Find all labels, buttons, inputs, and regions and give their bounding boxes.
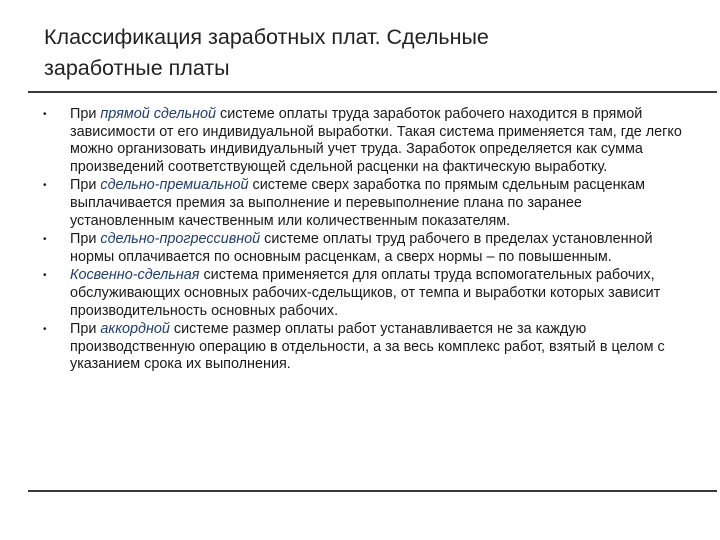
item-text: системе оплаты труда заработок рабочего находится в прямой зависимости от его индивидуальной выработки. Такая система применяется там, где легко можно организовать индивидуальный учет труда. Заработок определяется как сумма произведений соответствующей сдельной расценки на фактическую выработку. [70,106,682,175]
item-text: система применяется для оплаты труда вспомогательных рабочих, обслуживающих основных рабочих-сдельщиков, от темпа и выработки которых зависит производительность основных рабочих. [70,267,661,319]
bullet-dot-icon: • [43,270,47,282]
list-item [28,106,688,176]
title-line-1: Классификация заработных плат. Сдельные [44,25,489,49]
title-line-2: заработные платы [44,56,230,80]
item-prefix: При [70,321,101,338]
list-item [28,231,688,266]
bullet-dot-icon: • [43,234,47,246]
list-item [28,267,688,320]
item-prefix: При [70,177,101,194]
bullet-dot-icon: • [43,324,47,336]
item-text: системе сверх заработка по прямым сдельным расценкам выплачивается премия за выполнение и перевыполнение плана по заранее установленным качественным или количественным показателям. [70,177,646,229]
bullet-dot-icon: • [43,180,47,192]
bullet-list [28,106,688,375]
item-prefix: При [70,106,101,122]
item-term: сдельно-прогрессивной [100,231,261,248]
slide-title [44,22,684,84]
item-term: прямой сдельной [100,106,216,122]
item-prefix: При [70,231,101,248]
item-term: сдельно-премиальной [100,177,249,194]
list-item [28,177,688,230]
list-item [28,321,688,374]
title-divider [28,91,717,93]
bottom-divider [28,490,717,492]
item-term: аккордной [100,321,170,338]
bullet-dot-icon: • [43,109,47,120]
item-term: Косвенно-сдельная [70,267,200,284]
item-text: системе размер оплаты работ устанавливается не за каждую производственную операцию в отдельности, а за весь комплекс работ, взятый в целом с указанием срока их выполнения. [70,321,665,373]
item-text: системе оплаты труд рабочего в пределах установленной нормы оплачивается по основным расценкам, а сверх нормы – по повышенным. [70,231,653,265]
